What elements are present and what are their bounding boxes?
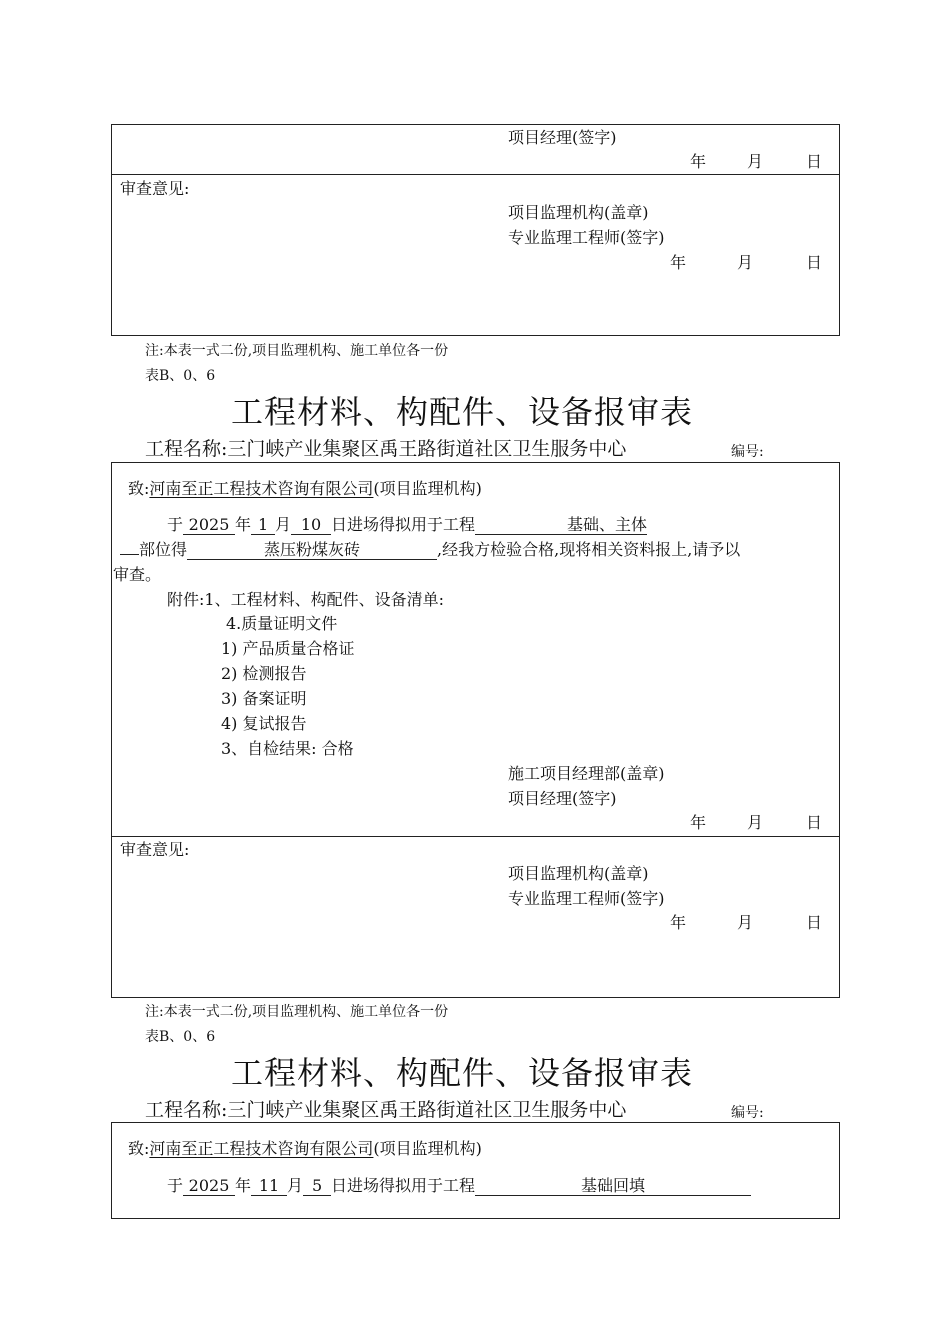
- form3-to-line: [128, 1139, 482, 1159]
- form3-project-name: 工程名称:三门峡产业集聚区禹王路街道社区卫生服务中心: [145, 1099, 627, 1121]
- form2-attach-7: 3、自检结果: 合格: [221, 739, 354, 758]
- form2-attach-3: 1) 产品质量合格证: [221, 639, 355, 658]
- form3-entry-text: 日进场得拟用于工程: [331, 1176, 476, 1195]
- form3-to-company: 河南至正工程技术咨询有限公司: [149, 1139, 374, 1158]
- form2-attach-2: 4.质量证明文件: [226, 614, 338, 633]
- form2-review-day: 日: [806, 913, 823, 932]
- form2-entry-line: [167, 515, 647, 535]
- form2-review-label: 审查意见:: [120, 840, 190, 859]
- form3-day-value: 5: [303, 1177, 331, 1196]
- form2-to-prefix: 致:: [128, 479, 150, 498]
- form2-note: 注:本表一式二份,项目监理机构、施工单位各一份: [145, 1004, 449, 1020]
- form1-divider: [111, 174, 840, 175]
- form3-project-part: 基础回填: [475, 1177, 751, 1196]
- form2-pass-text: ,经我方检验合格,现将相关资料报上,请予以: [437, 540, 741, 559]
- form1-day: 日: [806, 152, 823, 171]
- form2-part-label: 部位得: [139, 540, 188, 559]
- form2-to-line: [128, 479, 482, 499]
- form1-pm-sign: 项目经理(签字): [508, 128, 617, 147]
- form2-title: 工程材料、构配件、设备报审表: [231, 393, 694, 431]
- form2-project-part: 基础、主体: [475, 516, 647, 535]
- form2-attach-1: 附件:1、工程材料、构配件、设备清单:: [167, 590, 444, 609]
- form1-review-day: 日: [806, 253, 823, 272]
- form2-code: 表B、0、6: [145, 368, 216, 384]
- form1-note: 注:本表一式二份,项目监理机构、施工单位各一份: [145, 343, 449, 359]
- form2-material: 蒸压粉煤灰砖: [187, 541, 437, 560]
- form2-construction-seal: 施工项目经理部(盖章): [508, 764, 665, 783]
- form2-review-year: 年: [670, 913, 687, 932]
- form2-yu: 于: [167, 515, 184, 534]
- form2-month: 月: [747, 813, 764, 832]
- form1-engineer-sign: 专业监理工程师(签字): [508, 228, 665, 247]
- form2-entry-text: 日进场得拟用于工程: [331, 515, 476, 534]
- form2-attach-6: 4) 复试报告: [221, 714, 307, 733]
- form3-to-prefix: 致:: [128, 1139, 150, 1158]
- form3-number-label: 编号:: [731, 1105, 764, 1121]
- form2-project-name: 工程名称:三门峡产业集聚区禹王路街道社区卫生服务中心: [145, 438, 627, 460]
- form3-table: [111, 1122, 840, 1219]
- form2-attach-4: 2) 检测报告: [221, 664, 307, 683]
- form2-part-blank: [120, 554, 139, 555]
- form1-supervision-seal: 项目监理机构(盖章): [508, 203, 649, 222]
- form2-review-text: 审查。: [113, 565, 162, 584]
- form1-year: 年: [690, 152, 707, 171]
- form2-attach-5: 3) 备案证明: [221, 689, 307, 708]
- form3-code: 表B、0、6: [145, 1029, 216, 1045]
- form2-to-suffix: (项目监理机构): [373, 479, 482, 498]
- form1-review-year: 年: [670, 253, 687, 272]
- form2-number-label: 编号:: [731, 444, 764, 460]
- form2-month-value: 1: [251, 516, 275, 535]
- form3-entry-year: 年: [235, 1176, 252, 1195]
- form2-year: 年: [690, 813, 707, 832]
- form3-year-value: 2025: [183, 1177, 235, 1196]
- form3-entry-line: [167, 1176, 751, 1196]
- form1-table: [111, 124, 840, 336]
- form2-pm-sign: 项目经理(签字): [508, 789, 617, 808]
- form2-review-month: 月: [737, 913, 754, 932]
- form3-title: 工程材料、构配件、设备报审表: [231, 1054, 694, 1092]
- form2-to-company: 河南至正工程技术咨询有限公司: [149, 479, 374, 498]
- form2-year-value: 2025: [183, 516, 235, 535]
- form1-review-label: 审查意见:: [120, 179, 190, 198]
- form2-supervision-seal: 项目监理机构(盖章): [508, 864, 649, 883]
- form1-month: 月: [747, 152, 764, 171]
- form2-engineer-sign: 专业监理工程师(签字): [508, 889, 665, 908]
- form2-entry-month: 月: [275, 515, 292, 534]
- form2-entry-year: 年: [235, 515, 252, 534]
- form2-part-line: [120, 540, 740, 560]
- form2-day-value: 10: [291, 516, 331, 535]
- form3-month-value: 11: [251, 1177, 287, 1196]
- form2-divider: [111, 836, 840, 837]
- form3-to-suffix: (项目监理机构): [373, 1139, 482, 1158]
- form3-entry-month: 月: [287, 1176, 304, 1195]
- form2-day: 日: [806, 813, 823, 832]
- form3-yu: 于: [167, 1176, 184, 1195]
- form1-review-month: 月: [737, 253, 754, 272]
